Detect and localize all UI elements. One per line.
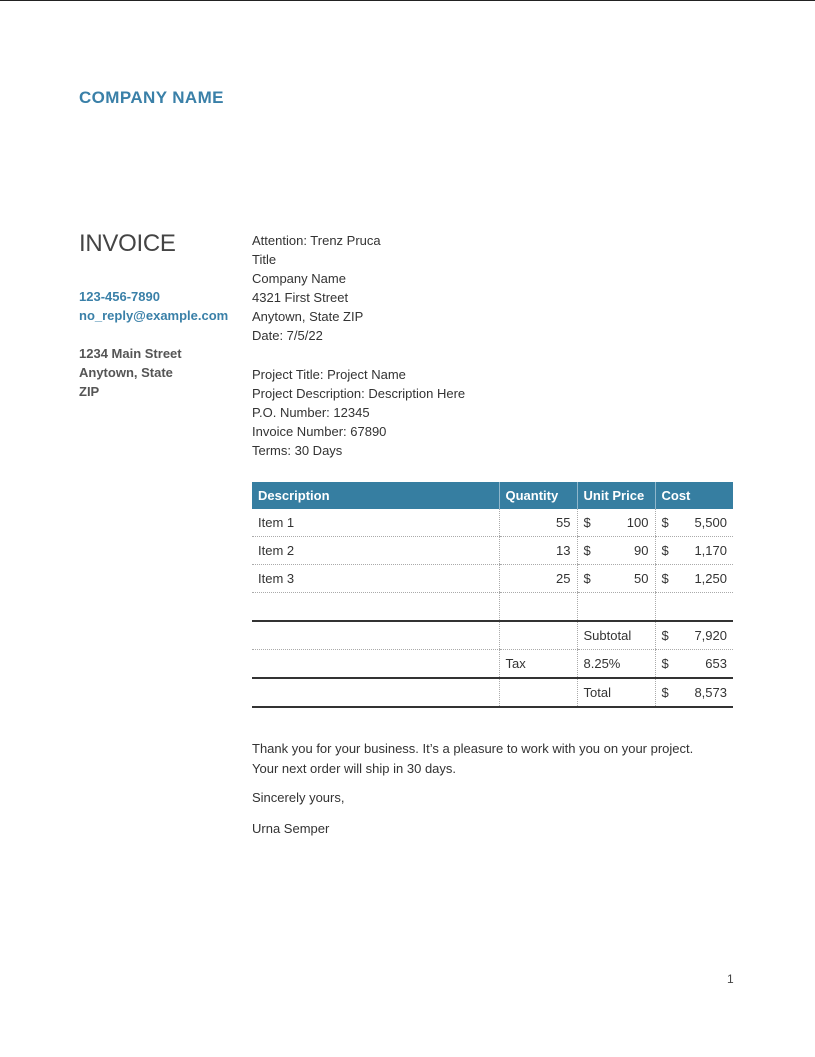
company-name: COMPANY NAME xyxy=(79,88,224,107)
item-quantity: 25 xyxy=(499,565,577,593)
total-row xyxy=(252,678,733,707)
sign-off: Sincerely yours, xyxy=(252,790,345,805)
unit-price-value: 100 xyxy=(626,515,649,530)
empty-cell xyxy=(252,593,499,622)
currency-symbol: $ xyxy=(583,571,591,586)
currency-symbol: $ xyxy=(661,543,669,558)
table-row xyxy=(252,509,733,537)
page-number: 1 xyxy=(727,972,734,986)
tax-value: 653 xyxy=(705,656,727,671)
item-description: Item 2 xyxy=(252,537,499,565)
header-unit-price: Unit Price xyxy=(577,482,655,509)
header-cost: Cost xyxy=(655,482,733,509)
currency-symbol: $ xyxy=(661,628,669,643)
recipient-street: 4321 First Street xyxy=(252,290,349,305)
table-row xyxy=(252,537,733,565)
subtotal-label: Subtotal xyxy=(577,621,655,650)
empty-row xyxy=(252,593,733,622)
project-description: Project Description: Description Here xyxy=(252,386,466,401)
top-border xyxy=(0,0,815,1)
item-description: Item 1 xyxy=(252,509,499,537)
cost-value: 5,500 xyxy=(694,515,727,530)
currency-symbol: $ xyxy=(661,656,669,671)
currency-symbol: $ xyxy=(583,515,591,530)
currency-symbol: $ xyxy=(661,571,669,586)
item-description: Item 3 xyxy=(252,565,499,593)
total-label: Total xyxy=(577,678,655,707)
invoice-date: Date: 7/5/22 xyxy=(252,328,323,343)
tax-rate: 8.25% xyxy=(577,650,655,679)
empty-cell xyxy=(577,593,655,622)
recipient-attention: Attention: Trenz Pruca xyxy=(252,233,381,248)
document-title: INVOICE xyxy=(79,230,176,257)
signer-name: Urna Semper xyxy=(252,821,330,836)
item-quantity: 55 xyxy=(499,509,577,537)
recipient-company: Company Name xyxy=(252,271,346,286)
item-unit-price xyxy=(577,565,655,593)
header-quantity: Quantity xyxy=(499,482,577,509)
item-unit-price xyxy=(577,537,655,565)
currency-symbol: $ xyxy=(661,685,669,700)
project-title: Project Title: Project Name xyxy=(252,367,406,382)
unit-price-value: 50 xyxy=(634,571,649,586)
subtotal-row xyxy=(252,621,733,650)
empty-cell xyxy=(499,621,577,650)
currency-symbol: $ xyxy=(583,543,591,558)
item-quantity: 13 xyxy=(499,537,577,565)
sender-address-line: Anytown, State xyxy=(79,365,173,380)
empty-cell xyxy=(252,621,499,650)
thank-you-line: Thank you for your business. It’s a pleasure to work with you on your project. xyxy=(252,741,694,756)
sender-address-line: ZIP xyxy=(79,384,100,399)
sender-address xyxy=(79,344,182,401)
tax-amount xyxy=(655,650,733,679)
cost-value: 1,170 xyxy=(694,543,727,558)
empty-cell xyxy=(252,650,499,679)
tax-row xyxy=(252,650,733,679)
invoice-table xyxy=(252,482,733,708)
total-value: 8,573 xyxy=(694,685,727,700)
terms: Terms: 30 Days xyxy=(252,443,343,458)
recipient-title: Title xyxy=(252,252,277,267)
sender-phone[interactable]: 123-456-7890 xyxy=(79,289,160,304)
recipient-city: Anytown, State ZIP xyxy=(252,309,364,324)
invoice-number: Invoice Number: 67890 xyxy=(252,424,387,439)
empty-cell xyxy=(499,678,577,707)
table-header-row xyxy=(252,482,733,509)
empty-cell xyxy=(499,593,577,622)
po-number: P.O. Number: 12345 xyxy=(252,405,370,420)
item-cost xyxy=(655,509,733,537)
sender-email[interactable]: no_reply@example.com xyxy=(79,308,229,323)
empty-cell xyxy=(252,678,499,707)
shipping-line: Your next order will ship in 30 days. xyxy=(252,761,457,776)
cost-value: 1,250 xyxy=(694,571,727,586)
currency-symbol: $ xyxy=(661,515,669,530)
tax-label: Tax xyxy=(499,650,577,679)
item-unit-price xyxy=(577,509,655,537)
closing-message xyxy=(252,739,693,779)
subtotal-amount xyxy=(655,621,733,650)
unit-price-value: 90 xyxy=(634,543,649,558)
item-cost xyxy=(655,537,733,565)
project-block xyxy=(252,365,465,460)
sender-address-line: 1234 Main Street xyxy=(79,346,182,361)
table-row xyxy=(252,565,733,593)
empty-cell xyxy=(655,593,733,622)
header-description: Description xyxy=(252,482,499,509)
subtotal-value: 7,920 xyxy=(694,628,727,643)
recipient-block xyxy=(252,231,381,345)
sender-contact xyxy=(79,287,228,325)
item-cost xyxy=(655,565,733,593)
total-amount xyxy=(655,678,733,707)
